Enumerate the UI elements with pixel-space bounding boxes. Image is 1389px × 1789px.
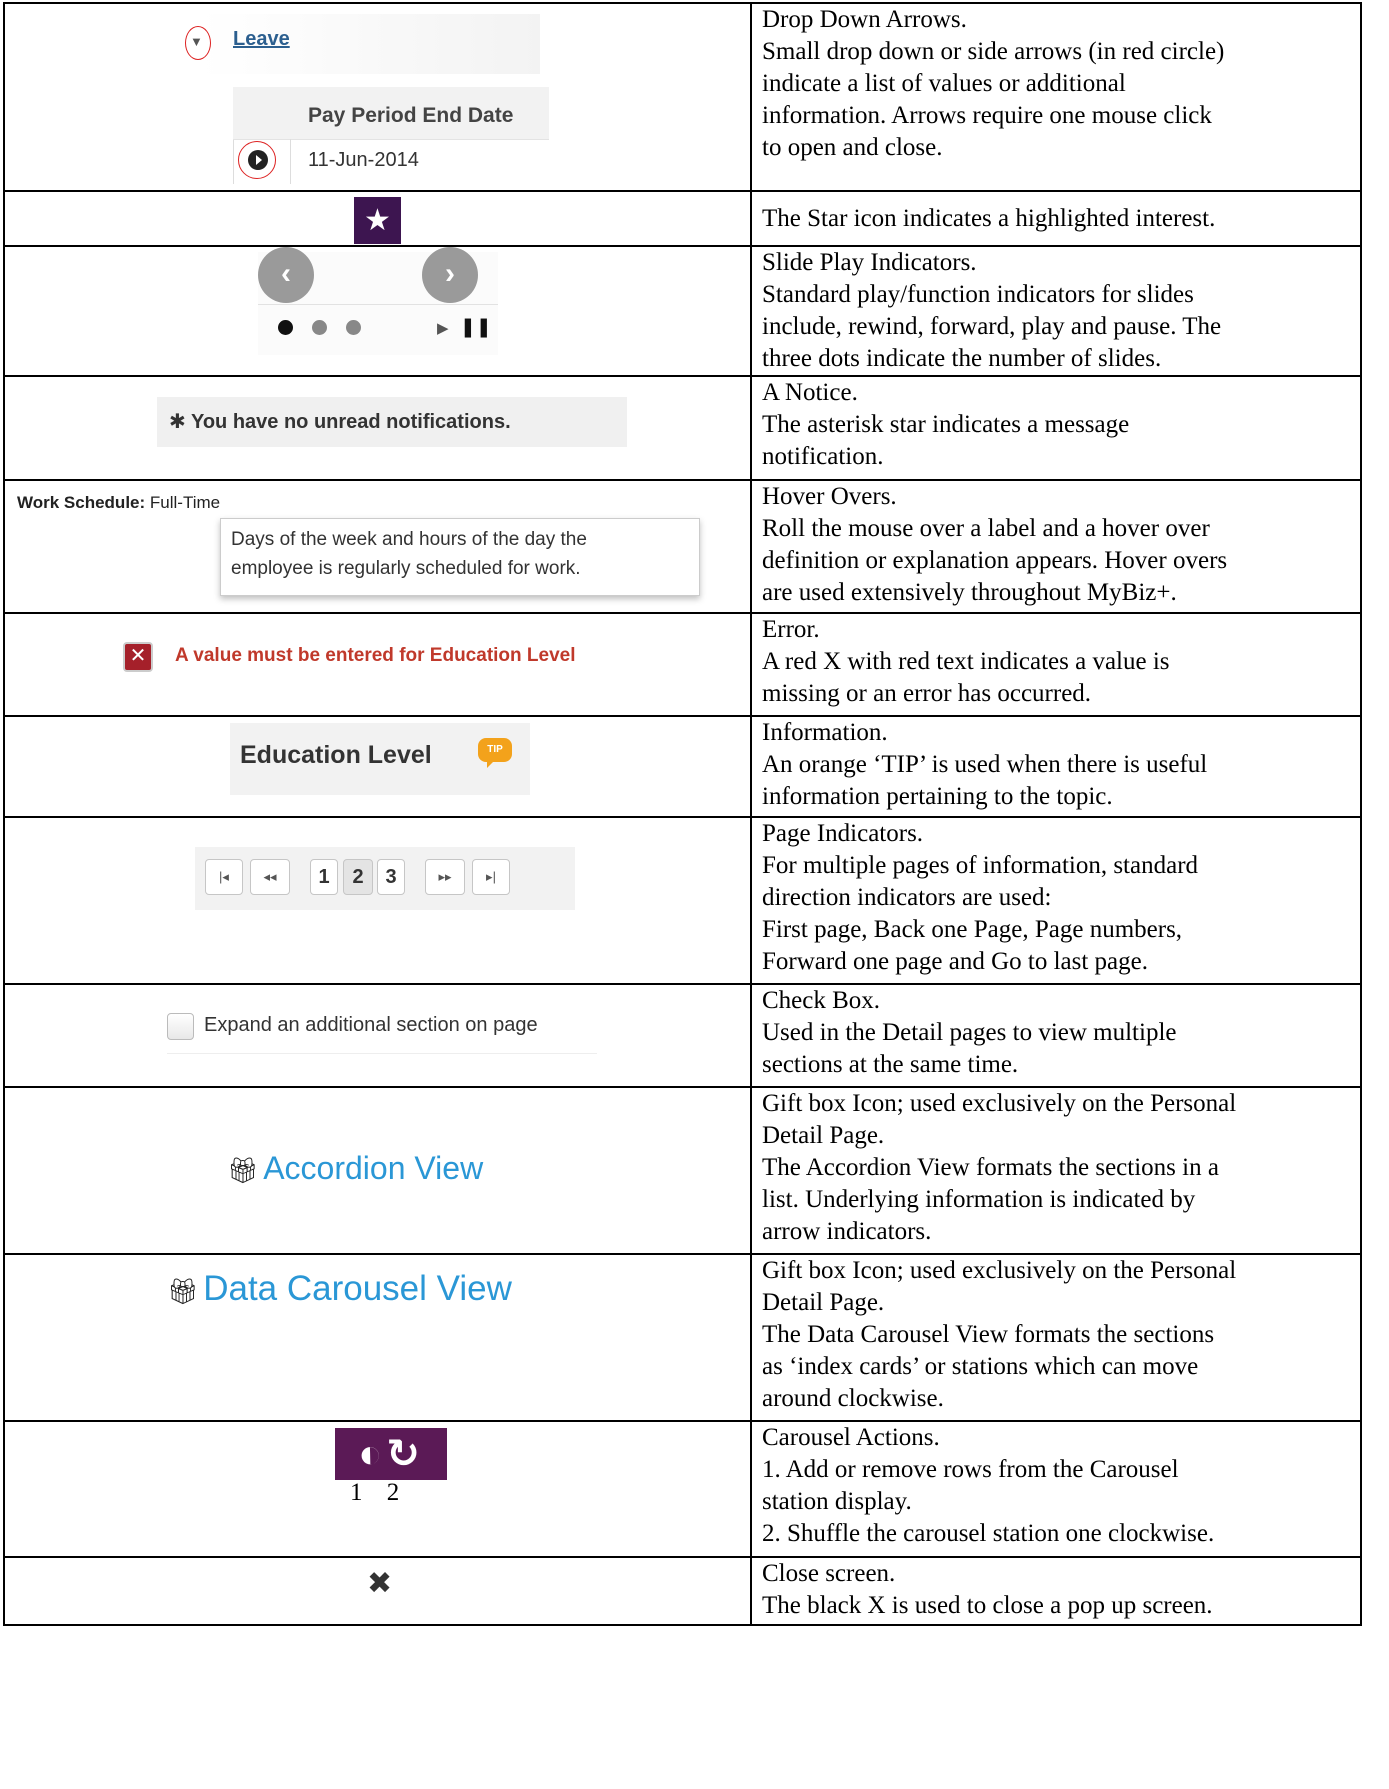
description-line: 2. Shuffle the carousel station one clockwise.	[762, 1520, 1215, 1547]
notice-banner	[157, 397, 627, 447]
description-cell	[751, 984, 1361, 1087]
table-row	[4, 191, 1361, 246]
visual-cell	[4, 1087, 751, 1254]
description-cell	[751, 191, 1361, 246]
description-title: Carousel Actions.	[762, 1424, 940, 1451]
description-cell	[751, 376, 1361, 480]
data-carousel-view-link[interactable]	[167, 1269, 512, 1309]
description-line: For multiple pages of information, standard	[762, 852, 1199, 879]
gift-icon: 🎁︎	[167, 1278, 199, 1306]
table-row	[4, 1254, 1361, 1421]
table-row	[4, 817, 1361, 984]
page-number-button-current[interactable]: 2	[343, 859, 373, 895]
rotate-icon[interactable]: ↻	[386, 1432, 424, 1476]
visual-cell	[4, 984, 751, 1087]
description-line: are used extensively throughout MyBiz+.	[762, 579, 1177, 606]
description-line: three dots indicate the number of slides.	[762, 345, 1162, 372]
description-line: station display.	[762, 1488, 912, 1515]
table-row	[4, 1421, 1361, 1557]
description-line: Standard play/function indicators for slides	[762, 281, 1194, 308]
description-line: Roll the mouse over a label and a hover over	[762, 515, 1210, 542]
description-line: The black X is used to close a pop up screen.	[762, 1592, 1213, 1619]
description-cell	[751, 817, 1361, 984]
table-row	[4, 480, 1361, 613]
visual-cell	[4, 1557, 751, 1625]
description-cell	[751, 1254, 1361, 1421]
description-line: Used in the Detail pages to view multiple	[762, 1019, 1177, 1046]
slide-dot[interactable]	[346, 320, 361, 335]
caret-down-icon[interactable]: ▼	[190, 34, 203, 49]
description-line: 1. Add or remove rows from the Carousel	[762, 1456, 1179, 1483]
description-line: as ‘index cards’ or stations which can move	[762, 1353, 1199, 1380]
description-line: information. Arrows require one mouse click	[762, 102, 1212, 129]
education-level-label: Education Level	[240, 741, 432, 769]
description-title: The Star icon indicates a highlighted interest.	[762, 204, 1216, 232]
description-line: include, rewind, forward, play and pause. The	[762, 313, 1222, 340]
description-line: A red X with red text indicates a value is	[762, 648, 1170, 675]
description-title: Slide Play Indicators.	[762, 249, 977, 276]
description-line: The Accordion View formats the sections in a	[762, 1154, 1219, 1181]
table-row	[4, 3, 1361, 191]
half-circle-icon[interactable]: ◐	[358, 1432, 387, 1476]
description-line: direction indicators are used:	[762, 884, 1052, 911]
description-cell	[751, 1087, 1361, 1254]
description-cell	[751, 613, 1361, 716]
table-row	[4, 613, 1361, 716]
description-line: arrow indicators.	[762, 1218, 932, 1245]
visual-cell	[4, 613, 751, 716]
table-row	[4, 1557, 1361, 1625]
description-line: Detail Page.	[762, 1289, 885, 1316]
column-header: Pay Period End Date	[308, 104, 514, 127]
description-cell	[751, 480, 1361, 613]
asterisk-icon: ✱	[169, 411, 186, 433]
table-row	[4, 984, 1361, 1087]
play-icon[interactable]: ▶	[437, 320, 449, 337]
description-line: Forward one page and Go to last page.	[762, 948, 1148, 975]
description-title: Gift box Icon; used exclusively on the Personal	[762, 1090, 1237, 1117]
description-line: First page, Back one Page, Page numbers,	[762, 916, 1183, 943]
divider	[233, 139, 549, 140]
star-icon[interactable]: ★	[354, 197, 401, 244]
description-line: indicate a list of values or additional	[762, 70, 1126, 97]
description-line: missing or an error has occurred.	[762, 680, 1092, 707]
description-title: Page Indicators.	[762, 820, 924, 847]
circle-right-arrow-icon[interactable]	[248, 150, 268, 170]
description-line: Small drop down or side arrows (in red circle)	[762, 38, 1225, 65]
tooltip-line: employee is regularly scheduled for work.	[231, 558, 581, 579]
chevron-right-icon[interactable]: ›	[422, 247, 478, 303]
description-title: Error.	[762, 616, 820, 643]
field-value: Full-Time	[149, 493, 221, 512]
description-title: Information.	[762, 719, 888, 746]
page-number-button[interactable]: 3	[377, 859, 405, 895]
close-icon[interactable]: ✖	[367, 1567, 393, 1600]
description-line: definition or explanation appears. Hover overs	[762, 547, 1228, 574]
table-row	[4, 716, 1361, 817]
description-cell	[751, 1421, 1361, 1557]
work-schedule-field[interactable]	[17, 493, 220, 513]
data-carousel-view-label: Data Carousel View	[203, 1269, 512, 1308]
slide-dot[interactable]	[312, 320, 327, 335]
description-line: The Data Carousel View formats the sections	[762, 1321, 1215, 1348]
table-row	[4, 246, 1361, 376]
chevron-left-icon[interactable]: ‹	[258, 247, 314, 303]
description-title: Close screen.	[762, 1560, 896, 1587]
description-title: A Notice.	[762, 379, 858, 406]
description-line: to open and close.	[762, 134, 943, 161]
tooltip-line: Days of the week and hours of the day the	[231, 529, 587, 550]
description-line: Detail Page.	[762, 1122, 885, 1149]
previous-page-button[interactable]: ◂◂	[250, 859, 290, 895]
description-cell	[751, 246, 1361, 376]
date-cell: 11-Jun-2014	[308, 149, 419, 171]
visual-cell	[4, 480, 751, 613]
visual-cell	[4, 376, 751, 480]
description-title: Hover Overs.	[762, 483, 897, 510]
description-title: Check Box.	[762, 987, 881, 1014]
table-row	[4, 376, 1361, 480]
next-page-button[interactable]: ▸▸	[425, 859, 465, 895]
description-line: sections at the same time.	[762, 1051, 1019, 1078]
notice-text: You have no unread notifications.	[190, 411, 511, 433]
description-line: An orange ‘TIP’ is used when there is useful	[762, 751, 1208, 778]
visual-cell	[4, 1421, 751, 1557]
visual-cell	[4, 191, 751, 246]
first-page-button[interactable]: |◂	[205, 859, 243, 895]
tip-icon[interactable]: TIP	[478, 738, 512, 762]
last-page-button[interactable]: ▸|	[472, 859, 510, 895]
divider	[290, 139, 291, 184]
field-label: Work Schedule:	[17, 493, 146, 512]
visual-cell	[4, 3, 751, 191]
description-line: notification.	[762, 443, 884, 470]
error-message: A value must be entered for Education Level	[175, 645, 576, 666]
description-line: information pertaining to the topic.	[762, 783, 1113, 810]
description-line: around clockwise.	[762, 1385, 944, 1412]
description-title: Drop Down Arrows.	[762, 6, 967, 33]
visual-cell	[4, 1254, 751, 1421]
description-cell	[751, 3, 1361, 191]
description-line: list. Underlying information is indicated by	[762, 1186, 1196, 1213]
expand-section-checkbox[interactable]	[167, 1013, 194, 1040]
description-title: Gift box Icon; used exclusively on the Personal	[762, 1257, 1237, 1284]
visual-cell	[4, 716, 751, 817]
description-line: The asterisk star indicates a message	[762, 411, 1130, 438]
gift-icon: 🎁︎	[227, 1157, 259, 1185]
accordion-view-label: Accordion View	[263, 1150, 484, 1186]
carousel-action-numbers: 1 2	[350, 1479, 400, 1506]
checkbox-label[interactable]: Expand an additional section on page	[204, 1014, 538, 1036]
visual-cell	[4, 246, 751, 376]
visual-cell	[4, 817, 751, 984]
table-row	[4, 1087, 1361, 1254]
leave-link[interactable]: Leave	[233, 28, 290, 50]
slide-dot[interactable]	[278, 320, 293, 335]
accordion-view-link[interactable]	[227, 1150, 483, 1187]
page-number-button[interactable]: 1	[310, 859, 338, 895]
divider	[258, 304, 498, 305]
description-cell	[751, 716, 1361, 817]
description-cell	[751, 1557, 1361, 1625]
error-x-icon: ✕	[123, 642, 153, 672]
icon-legend-table	[3, 2, 1362, 1626]
hover-tooltip	[220, 518, 700, 596]
carousel-actions-bar	[335, 1428, 447, 1480]
pause-icon[interactable]: ❚❚	[460, 317, 492, 338]
